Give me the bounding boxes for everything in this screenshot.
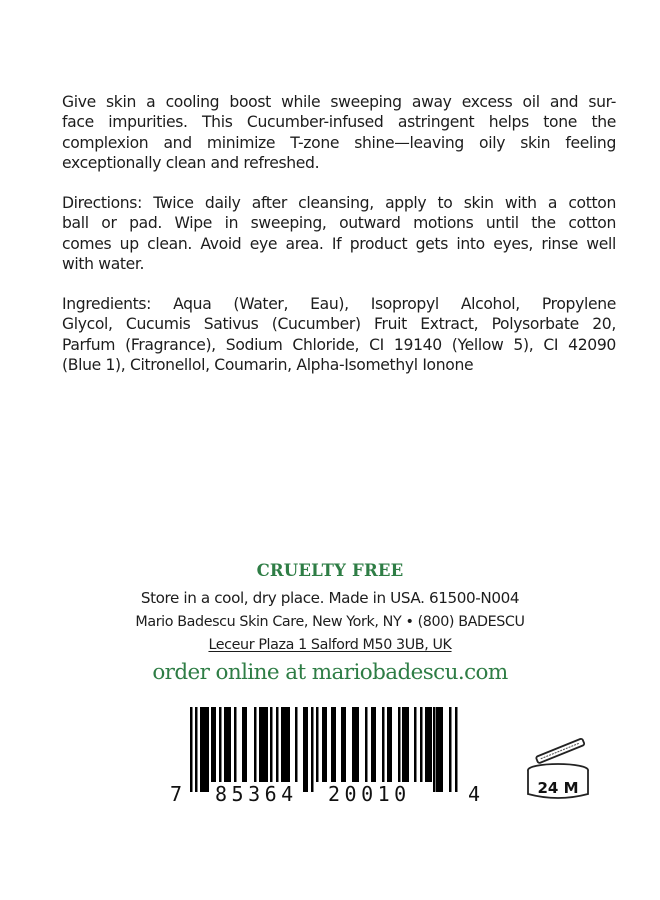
company-info: Mario Badescu Skin Care, New York, NY • (800) BADESCU: [135, 614, 525, 630]
directions-line: Directions: Twice daily after cleansing, apply to skin with a cotton: [62, 194, 616, 212]
barcode-bars: [190, 707, 458, 792]
directions-line: comes up clean. Avoid eye area. If product gets into eyes, rinse well: [62, 234, 616, 253]
uk-address: [0, 637, 660, 653]
ingredients-line: Parfum (Fragrance), Sodium Chloride, CI 19140 (Yellow 5), CI 42090: [62, 335, 616, 354]
ingredients-paragraph: [62, 294, 616, 375]
cruelty-free-label: CRUELTY FREE: [256, 561, 404, 580]
barcode-right-digits: 20010: [328, 782, 411, 806]
description-line: face impurities. This Cucumber-infused astringent helps tone the: [62, 113, 616, 132]
description-line: Give skin a cooling boost while sweeping away excess oil and sur-: [62, 93, 616, 111]
order-online-link[interactable]: order online at mariobadescu.com: [152, 660, 508, 685]
directions-line: with water.: [62, 254, 145, 273]
description-line: exceptionally clean and refreshed.: [62, 153, 320, 172]
product-description: [62, 92, 616, 173]
barcode-left-digits: 85364: [215, 782, 298, 806]
barcode-check-digit: 4: [468, 782, 481, 806]
description-line: complexion and minimize T-zone shine—leaving oily skin feeling: [62, 133, 616, 152]
pao-label: 24 M: [537, 779, 579, 797]
ingredients-line: Glycol, Cucumis Sativus (Cucumber) Fruit Extract, Polysorbate 20,: [62, 315, 616, 334]
period-after-opening-icon: [518, 728, 598, 804]
barcode-number-system: 7: [170, 782, 183, 806]
jar-lid-icon: [536, 738, 585, 763]
storage-info: Store in a cool, dry place. Made in USA. 61500-N004: [140, 589, 520, 607]
ingredients-line: (Blue 1), Citronellol, Coumarin, Alpha-Isomethyl Ionone: [62, 355, 474, 374]
directions-paragraph: [62, 193, 616, 274]
ingredients-line: Ingredients: Aqua (Water, Eau), Isopropyl Alcohol, Propylene: [62, 295, 616, 313]
barcode-icon: [160, 700, 500, 810]
directions-line: ball or pad. Wipe in sweeping, outward motions until the cotton: [62, 214, 616, 233]
uk-address-text: Leceur Plaza 1 Salford M50 3UB, UK: [208, 637, 452, 653]
